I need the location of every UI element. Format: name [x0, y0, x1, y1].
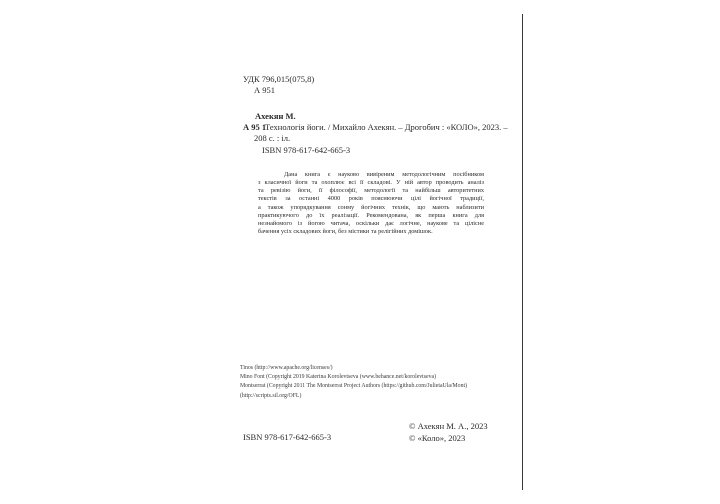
classification-code: А 951 [254, 85, 276, 95]
copyright-publisher: © «Коло», 2023 [409, 433, 466, 443]
udk-code: УДК 796,015(075,8) [243, 74, 315, 84]
abstract-line: текстів за останні 4000 років пояснюючи цілі йогічної традиції, [258, 195, 484, 203]
font-credit-line: (http://scripts.sil.org/OFL) [240, 392, 302, 399]
abstract-line: Дана книга є науково вивіреним методологічним посібником [284, 171, 484, 178]
page-edge-divider [522, 14, 523, 490]
bibliographic-entry-line2: 208 с. : іл. [254, 133, 291, 143]
copyright-author: © Ахекян М. А., 2023 [409, 421, 488, 431]
font-credit-line: Mino Font (Copyright 2019 Katerina Korolevtseva (www.behance.net/korolevtseva) [240, 374, 437, 381]
isbn-top: ISBN 978-617-642-665-3 [262, 145, 351, 155]
font-credit-line: Tinos (http://www.apache.org/licenses/) [240, 365, 333, 371]
abstract-line: бачення усіх складових йоги, без містики та релігійних домішок. [258, 228, 433, 236]
abstract-line: та ревізію йоги, її філософії, методології та найбільш авторитетних [258, 187, 484, 195]
abstract-line: з класичної йоги та охоплює всі її складові. У ній автор проводить аналіз [258, 179, 484, 187]
font-credits [240, 364, 467, 401]
bibliographic-entry-line1: Технологія йоги. / Михайло Ахекян. – Дрогобич : «КОЛО», 2023. – [265, 122, 508, 132]
abstract-line: практикуючого до їх реалізації. Рекомендована, як перша книга для [258, 211, 484, 219]
isbn-bottom: ISBN 978-617-642-665-3 [243, 432, 332, 442]
abstract-line: а також упорядкування сонму йогічних технік, що мають наблизити [258, 203, 484, 211]
font-credit-line: Montserrat (Copyright 2011 The Montserrat Project Authors (https://github.com/JulietaUla/Mont) [240, 383, 468, 390]
abstract-line: незнайомого із йогою читача, оскільки дає логічне, наукове та цілісне [258, 219, 484, 227]
book-abstract [258, 171, 484, 236]
author-heading: Ахекян М. [255, 111, 296, 121]
entry-code: А 95 1 [243, 122, 267, 132]
